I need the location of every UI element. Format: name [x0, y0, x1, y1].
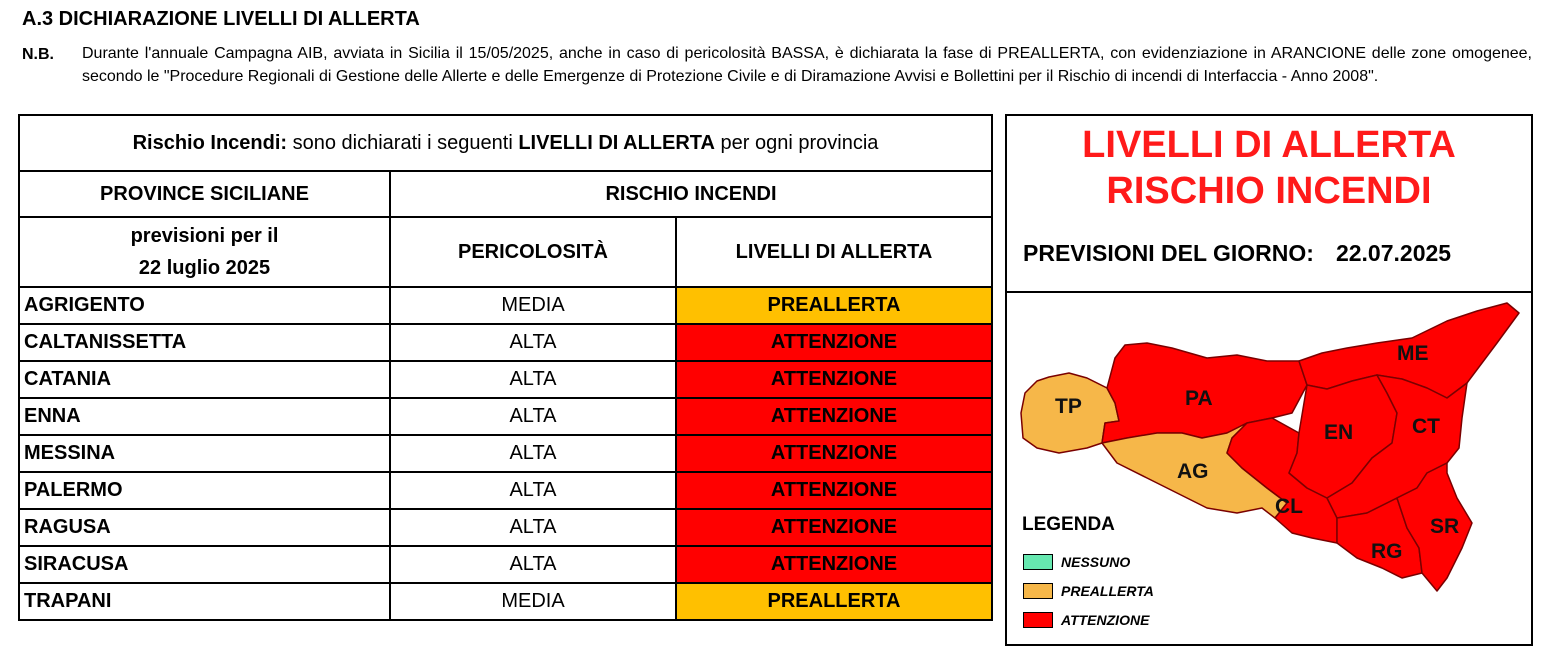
legend-swatch-preallerta	[1023, 583, 1053, 599]
alert-level-value: ATTENZIONE	[676, 509, 992, 546]
pericolosita-value: ALTA	[390, 509, 676, 546]
pericolosita-value: MEDIA	[390, 583, 676, 620]
note-label: N.B.	[22, 46, 54, 63]
province-name: MESSINA	[19, 435, 390, 472]
table-row	[19, 435, 992, 472]
table-row	[19, 361, 992, 398]
map-label-me: ME	[1397, 342, 1429, 365]
alert-level-value: ATTENZIONE	[676, 546, 992, 583]
map-label-en: EN	[1324, 421, 1354, 444]
map-label-pa: PA	[1185, 387, 1213, 410]
alert-level-value: PREALLERTA	[676, 583, 992, 620]
panel-title-line-1: LIVELLI DI ALLERTA	[1082, 124, 1456, 166]
table-row	[19, 398, 992, 435]
alert-level-value: PREALLERTA	[676, 287, 992, 324]
table-row	[19, 509, 992, 546]
legend-title: LEGENDA	[1022, 514, 1115, 535]
table-row	[19, 287, 992, 324]
table-row	[19, 546, 992, 583]
table-caption	[19, 115, 992, 171]
section-title: A.3 DICHIARAZIONE LIVELLI DI ALLERTA	[22, 8, 420, 30]
province-name: RAGUSA	[19, 509, 390, 546]
map-label-sr: SR	[1430, 515, 1460, 538]
legend-item-preallerta	[1023, 582, 1154, 600]
pericolosita-value: ALTA	[390, 398, 676, 435]
province-name: CATANIA	[19, 361, 390, 398]
caption-text-1: sono dichiarati i seguenti	[287, 131, 519, 154]
legend-swatch-nessuno	[1023, 554, 1053, 570]
caption-bold: Rischio Incendi:	[132, 131, 288, 154]
pericolosita-value: ALTA	[390, 546, 676, 583]
panel-title-line-2: RISCHIO INCENDI	[1106, 170, 1432, 212]
legend-label-nessuno: NESSUNO	[1061, 554, 1131, 570]
legend-item-attenzione	[1023, 611, 1149, 629]
note-text: Durante l'annuale Campagna AIB, avviata in Sicilia il 15/05/2025, anche in caso di pericolosità BASSA, è dichiarata la fase di PREALLERTA, con evidenziazione in ARANCIONE delle zone omogenee, secondo le "Procedure Regionali di Gestione delle Allerte e delle Emergenze di Protezione Civile e di Diramazione Avvisi e Bollettini per il Rischio di incendi di Interfaccia - Anno 2008".	[82, 45, 1532, 85]
alert-level-value: ATTENZIONE	[676, 472, 992, 509]
header-pericolosita: PERICOLOSITÀ	[390, 217, 676, 287]
legend-swatch-attenzione	[1023, 612, 1053, 628]
legend-label-attenzione: ATTENZIONE	[1061, 612, 1150, 628]
map-label-rg: RG	[1371, 540, 1403, 563]
map-panel	[1005, 114, 1533, 646]
panel-title	[1007, 122, 1531, 214]
pericolosita-value: ALTA	[390, 324, 676, 361]
province-name: CALTANISSETTA	[19, 324, 390, 361]
map-label-ct: CT	[1412, 415, 1440, 438]
province-name: SIRACUSA	[19, 546, 390, 583]
forecast-line-2: 22 luglio 2025	[138, 257, 271, 279]
caption-bold-2: LIVELLI DI ALLERTA	[518, 131, 715, 154]
legend-label-preallerta: PREALLERTA	[1061, 583, 1154, 599]
pericolosita-value: ALTA	[390, 361, 676, 398]
map-label-cl: CL	[1275, 495, 1303, 518]
pericolosita-value: ALTA	[390, 472, 676, 509]
alert-levels-table	[18, 114, 993, 621]
table-row	[19, 583, 992, 620]
panel-forecast-date: 22.07.2025	[1335, 240, 1452, 266]
map-label-tp: TP	[1055, 395, 1082, 418]
alert-level-value: ATTENZIONE	[676, 398, 992, 435]
panel-forecast-label: PREVISIONI DEL GIORNO:	[1023, 240, 1314, 266]
alert-level-value: ATTENZIONE	[676, 435, 992, 472]
header-forecast	[19, 217, 390, 287]
province-name: ENNA	[19, 398, 390, 435]
pericolosita-value: ALTA	[390, 435, 676, 472]
caption-text-2: per ogni provincia	[714, 131, 879, 154]
alert-level-value: ATTENZIONE	[676, 324, 992, 361]
forecast-line-1: previsioni per il	[130, 225, 279, 247]
alert-level-value: ATTENZIONE	[676, 361, 992, 398]
header-livelli: LIVELLI DI ALLERTA	[676, 217, 992, 287]
map-label-ag: AG	[1177, 460, 1209, 483]
table-row	[19, 324, 992, 361]
province-name: AGRIGENTO	[19, 287, 390, 324]
table-row	[19, 472, 992, 509]
legend-item-nessuno	[1023, 553, 1130, 571]
panel-forecast	[1023, 240, 1451, 267]
province-name: PALERMO	[19, 472, 390, 509]
header-province: PROVINCE SICILIANE	[19, 171, 390, 217]
pericolosita-value: MEDIA	[390, 287, 676, 324]
province-name: TRAPANI	[19, 583, 390, 620]
header-rischio-incendi: RISCHIO INCENDI	[390, 171, 992, 217]
